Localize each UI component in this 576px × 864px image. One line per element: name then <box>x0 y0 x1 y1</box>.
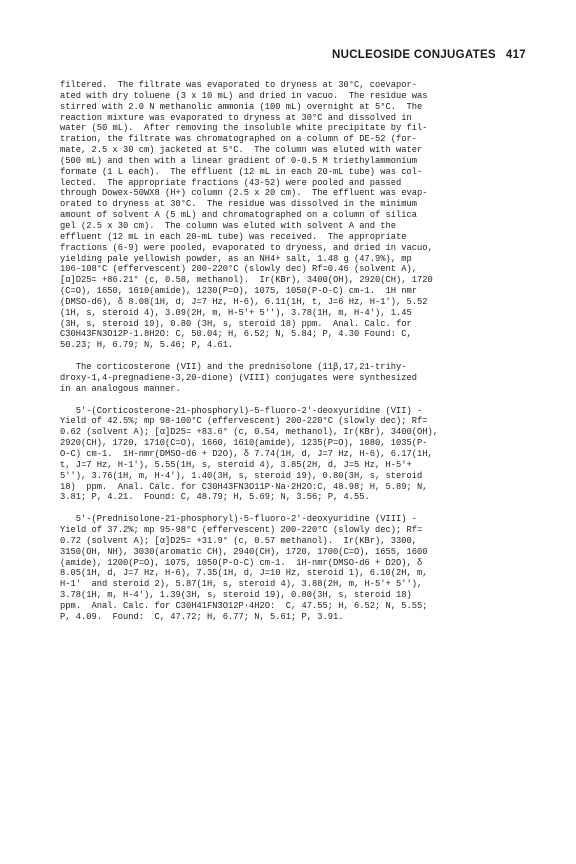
paragraph-gap <box>60 395 528 406</box>
text-line: effluent (12 mL in each 20-mL tube) was received. The appropriate <box>60 231 407 242</box>
text-line: 3150(OH, NH), 3030(aromatic CH), 2940(CH), 1720, 1700(C=O), 1655, 1600 <box>60 546 428 557</box>
text-line: stirred with 2.0 N methanolic ammonia (100 mL) overnight at 5°C. The <box>60 101 423 112</box>
paragraph-procedure <box>60 80 528 351</box>
page-body <box>60 80 528 623</box>
text-line: 2920(CH), 1720, 1710(C=O), 1660, 1610(amide), 1235(P=O), 1080, 1035(P- <box>60 438 428 449</box>
paragraph-analogous <box>60 362 528 395</box>
text-line: (1H, s, steroid 4), 3.09(2H, m, H-5'+ 5''), 3.78(1H, m, H-4'), 1.45 <box>60 307 412 318</box>
text-line: lected. The appropriate fractions (43-52) were pooled and passed <box>60 177 402 188</box>
text-line: ppm. Anal. Calc. for C30H41FN3O12P·4H2O: C, 47.55; H, 6.52; N, 5.55; <box>60 600 428 611</box>
text-line: Yield of 37.2%; mp 95-98°C (effervescent) 200-220°C (slowly dec); Rf= <box>60 525 423 536</box>
text-line: t, J=7 Hz, H-1'), 5.55(1H, s, steroid 4), 3.85(2H, d, J=5 Hz, H-5'+ <box>60 459 412 470</box>
running-title: NUCLEOSIDE CONJUGATES <box>331 49 496 61</box>
running-header <box>60 49 526 61</box>
text-line: P, 4.09. Found: C, 47.72; H, 6.77; N, 5.61; P, 3.91. <box>60 611 344 622</box>
text-line: 5''), 3.76(1H, m, H-4'), 1.40(3H, s, steroid 19), 0.80(3H, s, steroid <box>60 470 423 481</box>
text-line: gel (2.5 x 30 cm). The column was eluted with solvent A and the <box>60 220 397 231</box>
text-line: 3.81; P, 4.21. Found: C, 48.79; H, 5.69; N, 3.56; P, 4.55. <box>60 492 370 503</box>
text-line: yielding pale yellowish powder, as an NH4+ salt, 1.48 g (47.9%), mp <box>60 253 412 264</box>
page-number: 417 <box>505 49 526 61</box>
text-line: amount of solvent A (5 mL) and chromatographed on a column of silica <box>60 210 418 221</box>
text-line: reaction mixture was evaporated to dryness at 30°C and dissolved in <box>60 112 412 123</box>
text-line: formate (1 L each). The effluent (12 mL in each 20-mL tube) was col- <box>60 166 423 177</box>
text-line: (DMSO-d6), δ 8.08(1H, d, J=7 Hz, H-6), 6.11(1H, t, J=6 Hz, H-1'), 5.52 <box>60 296 428 307</box>
paragraph-gap <box>60 503 528 514</box>
text-line: filtered. The filtrate was evaporated to dryness at 30°C, coevapor- <box>60 80 418 90</box>
text-line: 5'-(Corticosterone-21-phosphoryl)-5-fluoro-2'-deoxyuridine (VII) - <box>60 405 423 416</box>
text-line: in an analogous manner. <box>60 383 181 394</box>
text-line: C30H43FN3O12P·1.8H2O: C, 50.04; H, 6.52; N, 5.84; P, 4.30 Found: C, <box>60 329 412 340</box>
text-line: water (50 mL). After removing the insoluble white precipitate by fil- <box>60 123 428 134</box>
text-line: 3.78(1H, m, H-4'), 1.39(3H, s, steroid 19), 0.80(3H, s, steroid 18) <box>60 590 412 601</box>
text-line: tration, the filtrate was chromatographed on a column of DE-52 (for- <box>60 134 418 145</box>
text-line: [α]D25= +86.21° (c, 0.58, methanol). Ir(KBr), 3400(OH), 2920(CH), 1720 <box>60 275 433 286</box>
text-line: orated to dryness at 30°C. The residue was dissolved in the minimum <box>60 199 418 210</box>
text-line: (C=O), 1650, 1610(amide), 1230(P=O), 1075, 1050(P-O-C) cm-1. 1H nmr <box>60 286 418 297</box>
text-line: 8.05(1H, d, J=7 Hz, H-6), 7.35(1H, d, J=10 Hz, steroid 1), 6.10(2H, m, <box>60 568 428 579</box>
text-line: H-1' and steroid 2), 5.87(1H, s, steroid 4), 3.88(2H, m, H-5'+ 5''), <box>60 579 423 590</box>
text-line: 0.62 (solvent A); [α]D25= +83.6° (c, 0.54, methanol), Ir(KBr), 3400(OH), <box>60 427 439 438</box>
text-line: through Dowex-50WX8 (H+) column (2.5 x 20 cm). The effluent was evap- <box>60 188 428 199</box>
text-line: 50.23; H, 6.79; N, 5.46; P, 4.61. <box>60 340 234 351</box>
text-line: 106-108°C (effervescent) 200-220°C (slowly dec) Rf=0.46 (solvent A), <box>60 264 418 275</box>
text-line: (3H, s, steroid 19), 0.80 (3H, s, steroid 18) ppm. Anal. Calc. for <box>60 318 412 329</box>
text-line: fractions (6-9) were pooled, evaporated to dryness, and dried in vacuo, <box>60 242 433 253</box>
text-line: 0.72 (solvent A); [α]D25= +31.9° (c, 0.57 methanol). Ir(KBr), 3300, <box>60 535 418 546</box>
text-line: droxy-1,4-pregnadiene-3,20-dione) (VIII) conjugates were synthesized <box>60 372 418 383</box>
text-line: (amide), 1200(P=O), 1075, 1050(P-O-C) cm-1. 1H-nmr(DMSO-d6 + D2O), δ <box>60 557 423 568</box>
text-line: 5'-(Prednisolone-21-phosphoryl)-5-fluoro-2'-deoxyuridine (VIII) - <box>60 514 418 525</box>
text-line: O-C) cm-1. 1H-nmr(DMSO-d6 + D2O), δ 7.74(1H, d, J=7 Hz, H-6), 6.17(1H, <box>60 449 433 459</box>
text-line: ated with dry toluene (3 x 10 mL) and dried in vacuo. The residue was <box>60 90 428 101</box>
text-line: Yield of 42.5%; mp 98-100°C (effervescent) 200-220°C (slowly dec); Rf= <box>60 416 428 427</box>
text-line: (500 mL) and then with a linear gradient of 0-0.5 M triethylammonium <box>60 155 418 166</box>
text-line: 18) ppm. Anal. Calc. for C30H43FN3O11P·Na·2H2O:C, 48.98; H, 5.89; N, <box>60 481 428 492</box>
paragraph-compound-vii <box>60 406 528 504</box>
text-line: mate, 2.5 x 30 cm) jacketed at 5°C. The column was eluted with water <box>60 145 423 156</box>
paragraph-compound-viii <box>60 514 528 622</box>
text-line: The corticosterone (VII) and the prednisolone (11β,17,21-trihy- <box>60 362 407 373</box>
paragraph-gap <box>60 351 528 362</box>
